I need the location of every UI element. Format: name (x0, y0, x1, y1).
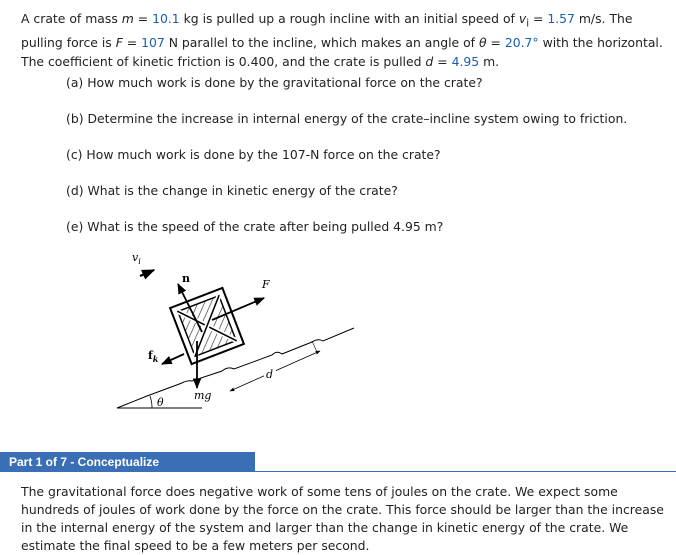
d-label: d (266, 368, 274, 381)
part-divider (0, 471, 676, 472)
angle-value: 20.7° (504, 35, 539, 51)
part-header: Part 1 of 7 - Conceptualize (0, 452, 255, 472)
angle-arc (150, 396, 152, 408)
incline-diagram (112, 246, 362, 416)
distance-value: 4.95 (451, 54, 480, 70)
n-label: n (182, 272, 190, 285)
question-b: (b) Determine the increase in internal energy of the crate–incline system owing to friction. (66, 111, 628, 126)
mass-value: 10.1 (152, 11, 180, 26)
theta-label: θ (157, 396, 164, 409)
vi-label: $v_i$ (132, 251, 141, 266)
initial-speed-value: 1.57 (547, 11, 575, 26)
fk-label: $f_k$ (148, 349, 159, 364)
conceptualize-text: The gravitational force does negative work of some tens of joules on the crate. We expect some hundreds of joules of work done by the force on the crate. This force should be larger than the increase in the internal energy of the system and larger than the change in kinetic energy of the crate. We estimate the final speed to be a few meters per second. (21, 484, 664, 553)
crate (170, 288, 244, 364)
question-a: (a) How much work is done by the gravitational force on the crate? (66, 75, 483, 90)
force-value: 107 (141, 35, 165, 51)
question-d: (d) What is the change in kinetic energy of the crate? (66, 183, 398, 198)
mg-label: mg (194, 389, 212, 402)
F-label: F (262, 278, 270, 291)
problem-statement: A crate of mass m = 10.1 kg is pulled up a rough incline with an initial speed of $v_i = 1.57$ m/s. The pulling force is F = 107 N parallel to the incline, which makes an angle of θ = 20.7° with the horizontal. The coefficient of kinetic friction is 0.400, and the crate is pulled d = 4.95 m. (21, 11, 663, 70)
vi-arrow (140, 270, 154, 276)
question-e: (e) What is the speed of the crate after being pulled 4.95 m? (66, 219, 444, 234)
question-c: (c) How much work is done by the 107-N force on the crate? (66, 147, 441, 162)
friction-force-arrow (162, 354, 184, 364)
